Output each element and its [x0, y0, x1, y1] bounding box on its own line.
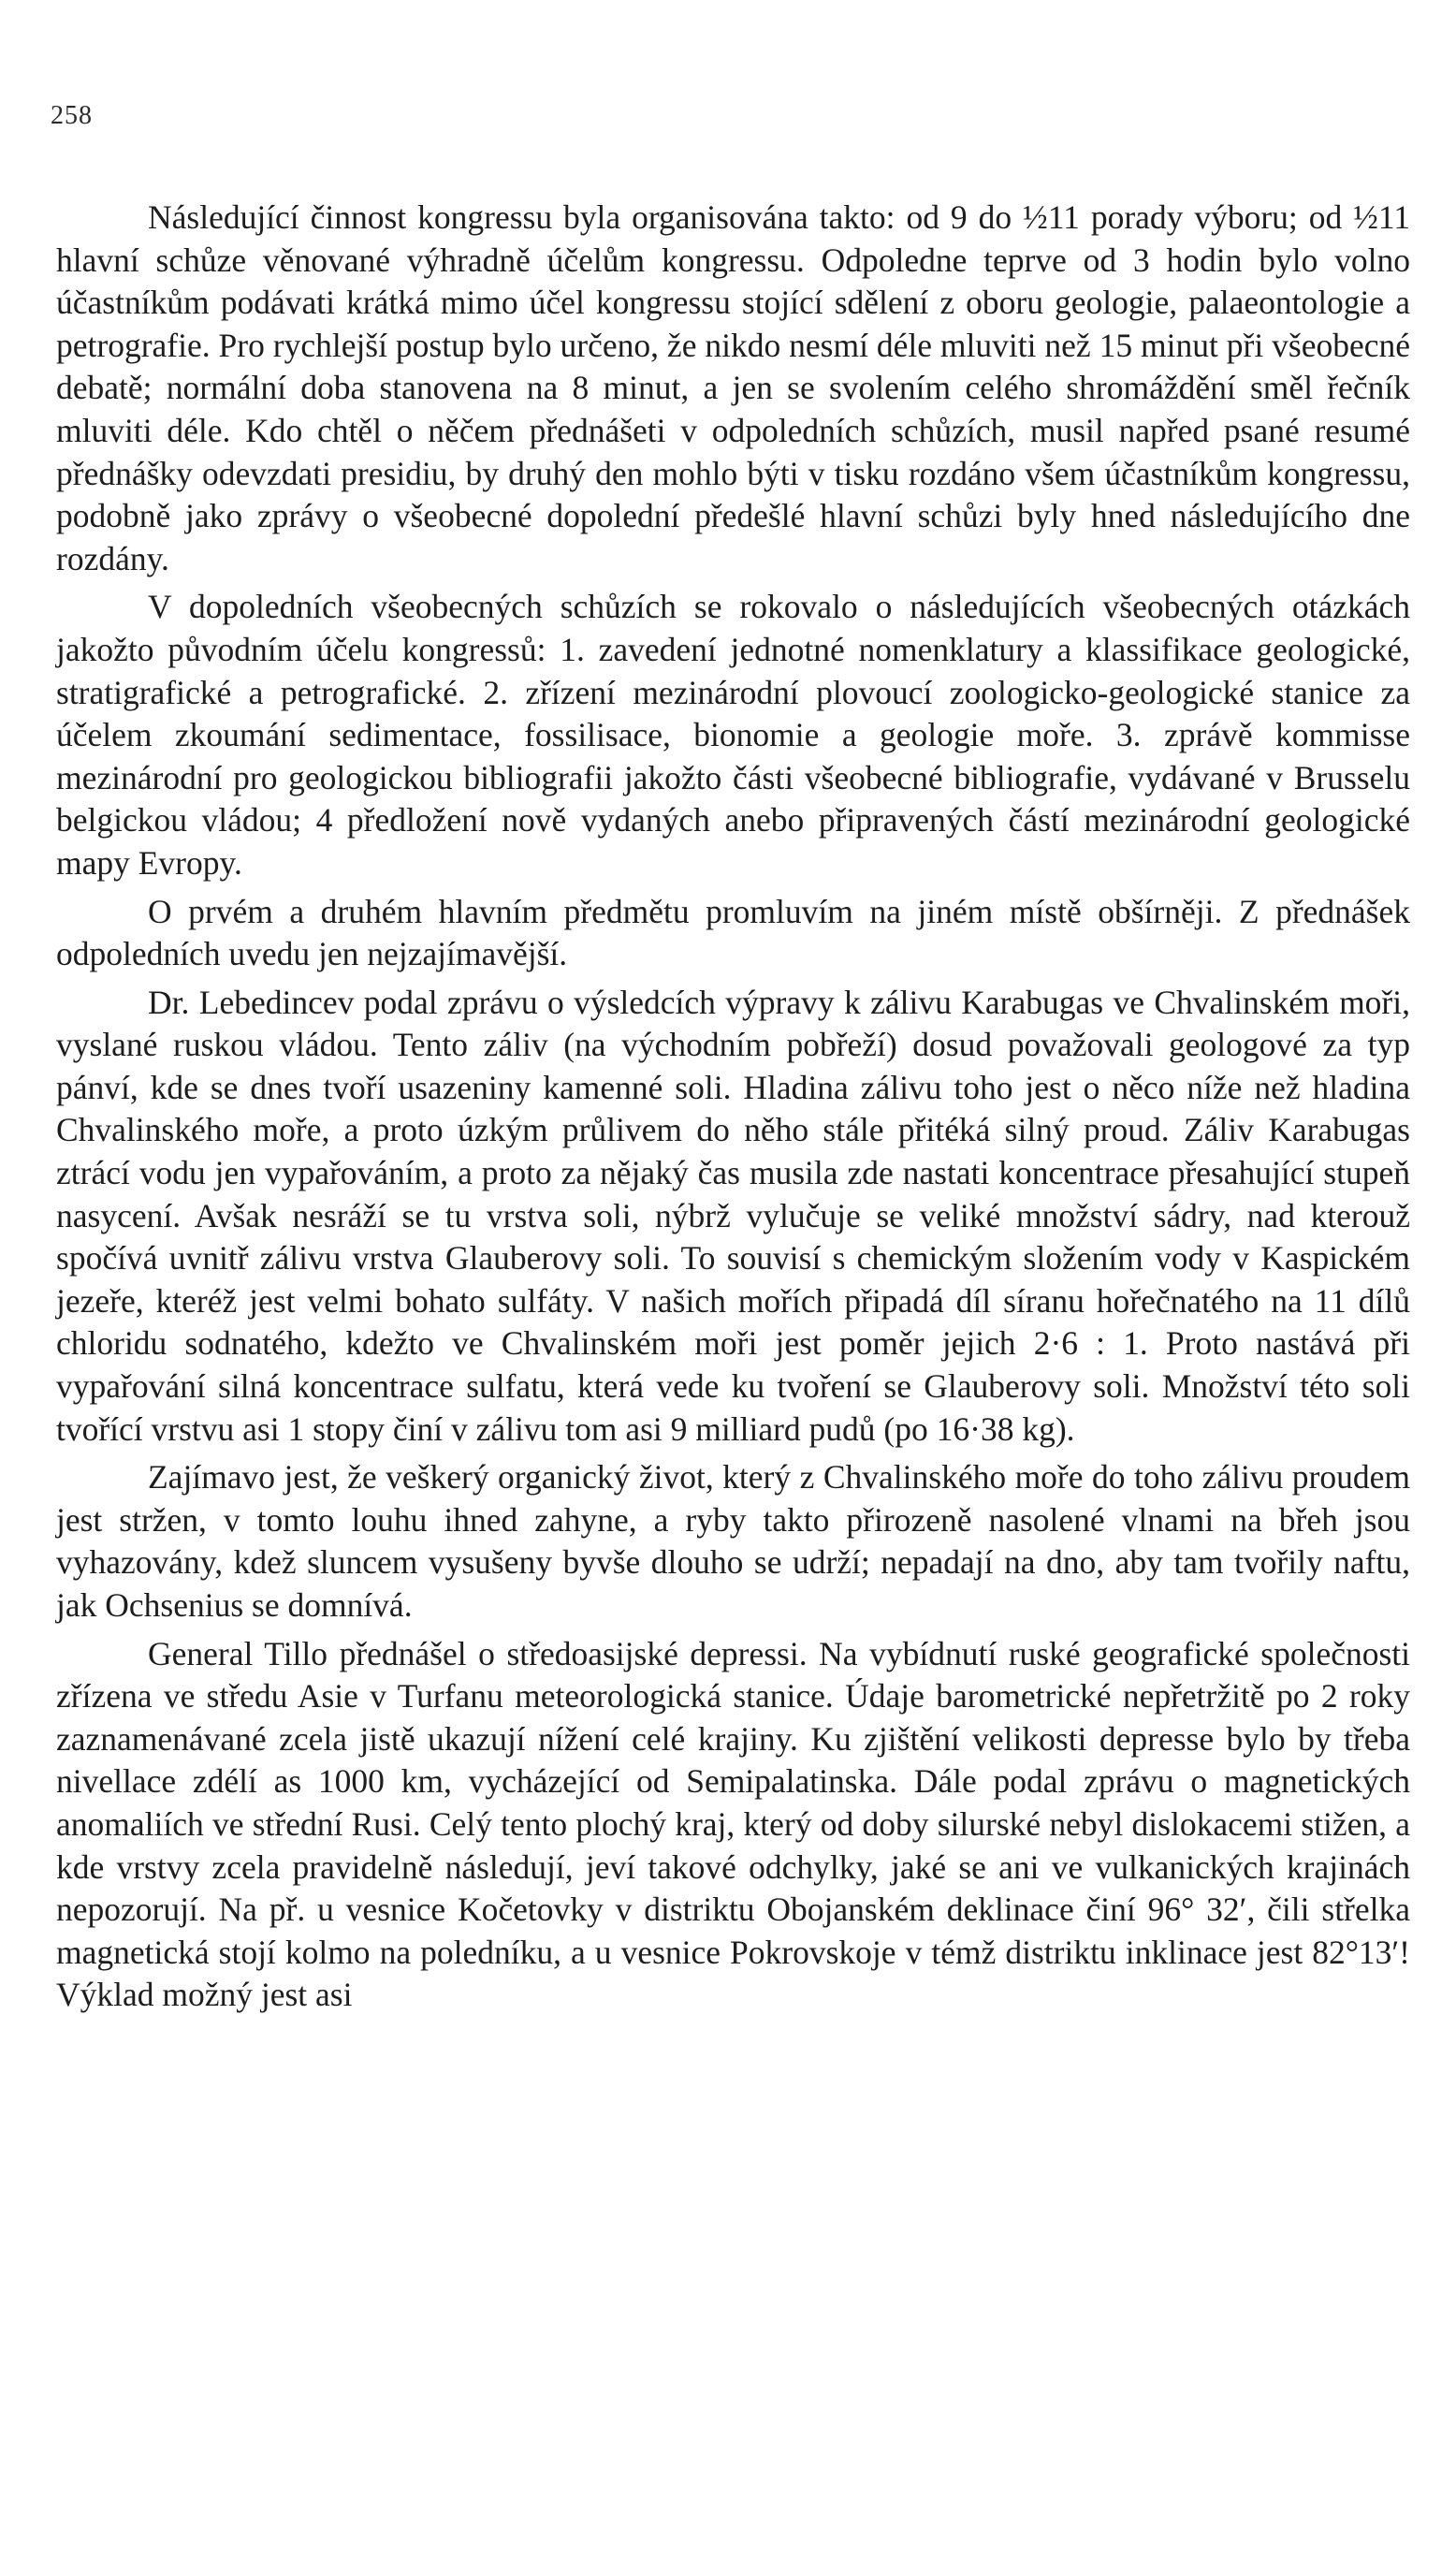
page-number: 258: [51, 101, 93, 130]
paragraph-tillo-depression: General Tillo přednášel o středoasijské depressi. Na vybídnutí ruské geografické společnosti zřízena ve středu Asie v Turfanu meteorologická stanice. Údaje barometrické nepřetržitě po 2 roky zaznamenávané zcela jistě ukazují nížení celé krajiny. Ku zjištění velikosti depresse bylo by třeba nivellace zdélí as 1000 km, vycházející od Semipalatinska. Dále podal zprávu o magnetických anomaliích ve střední Rusi. Celý tento plochý kraj, který od doby silurské nebyl dislokacemi stižen, a kde vrstvy zcela pravidelně následují, jeví takové odchylky, jaké se ani ve vulkanických krajinách nepozorují. Na př. u vesnice Kočetovky v distriktu Obojanském deklinace činí 96° 32′, čili střelka magnetická stojí kolmo na poledníku, a u vesnice Pokrovskoje v témž distriktu inklinace jest 82°13′! Výklad možný jest asi: [56, 1634, 1410, 2014]
paragraph-general-topics: V dopoledních všeobecných schůzích se rokovalo o následujících všeobecných otázkách jakožto původním účelu kongressů: 1. zavedení jednotné nomenklatury a klassifikace geologické, stratigrafické a petrografické. 2. zřízení mezinárodní plovoucí zoologicko-geologické stanice za účelem zkoumání sedimentace, fossilisace, bionomie a geologie moře. 3. zprávě kommisse mezinárodní pro geologickou bibliografii jakožto části všeobecné bibliografie, vydávané v Brusselu belgickou vládou; 4 předložení nově vydaných anebo připravených částí mezinárodní geologické mapy Evropy.: [56, 588, 1410, 882]
paragraph-congress-schedule: Následující činnost kongressu byla organisována takto: od 9 do ½11 porady výboru; od ½11 hlavní schůze věnované výhradně účelům kongressu. Odpoledne teprve od 3 hodin bylo volno účastníkům podávati krátká mimo účel kongressu stojící sdělení z oboru geologie, palaeontologie a petrografie. Pro rychlejší postup bylo určeno, že nikdo nesmí déle mluviti než 15 minut při všeobecné debatě; normální doba stanovena na 8 minut, a jen se svolením celého shromáždění směl řečník mluviti déle. Kdo chtěl o něčem přednášeti v odpoledních schůzích, musil napřed psané resumé přednášky odevzdati presidiu, by druhý den mohlo býti v tisku rozdáno všem účastníkům kongressu, podobně jako zprávy o všeobecné dopolední předešlé hlavní schůzi byly hned následujícího dne rozdány.: [56, 198, 1410, 577]
body-text: [56, 197, 1410, 2017]
paragraph-lectures-intro: O prvém a druhém hlavním předmětu promluvím na jiném místě obšírněji. Z přednášek odpoledních uvedu jen nejzajímavější.: [56, 892, 1410, 973]
paragraph-organic-life: Zajímavo jest, že veškerý organický život, který z Chvalinského moře do toho zálivu proudem jest stržen, v tomto louhu ihned zahyne, a ryby takto přirozeně nasolené vlnami na břeh jsou vyhazovány, kdež sluncem vysušeny byvše dlouho se udrží; nepadají na dno, aby tam tvořily naftu, jak Ochsenius se domnívá.: [56, 1458, 1410, 1624]
paragraph-karabugas-report: Dr. Lebedincev podal zprávu o výsledcích výpravy k zálivu Karabugas ve Chvalinském moři, vyslané ruskou vládou. Tento záliv (na východním pobřeží) dosud považovali geologové za typ pánví, kde se dnes tvoří usazeniny kamenné soli. Hladina zálivu toho jest o něco níže než hladina Chvalinského moře, a proto úzkým průlivem do něho stále přitéká silný proud. Záliv Karabugas ztrácí vodu jen vypařováním, a proto za nějaký čas musila zde nastati koncentrace přesahující stupeň nasycení. Avšak nesráží se tu vrstva soli, nýbrž vylučuje se veliké množství sádry, nad kterouž spočívá uvnitř zálivu vrstva Glauberovy soli. To souvisí s chemickým složením vody v Kaspickém jezeře, kteréž jest velmi bohato sulfáty. V našich mořích připadá díl síranu hořečnatého na 11 dílů chloridu sodnatého, kdežto ve Chvalinském moři jest poměr jejich 2·6 : 1. Proto nastává při vypařování silná koncentrace sulfatu, která vede ku tvoření se Glauberovy soli. Množství této soli tvořící vrstvu asi 1 stopy činí v zálivu tom asi 9 milliard pudů (po 16·38 kg).: [56, 983, 1410, 1448]
